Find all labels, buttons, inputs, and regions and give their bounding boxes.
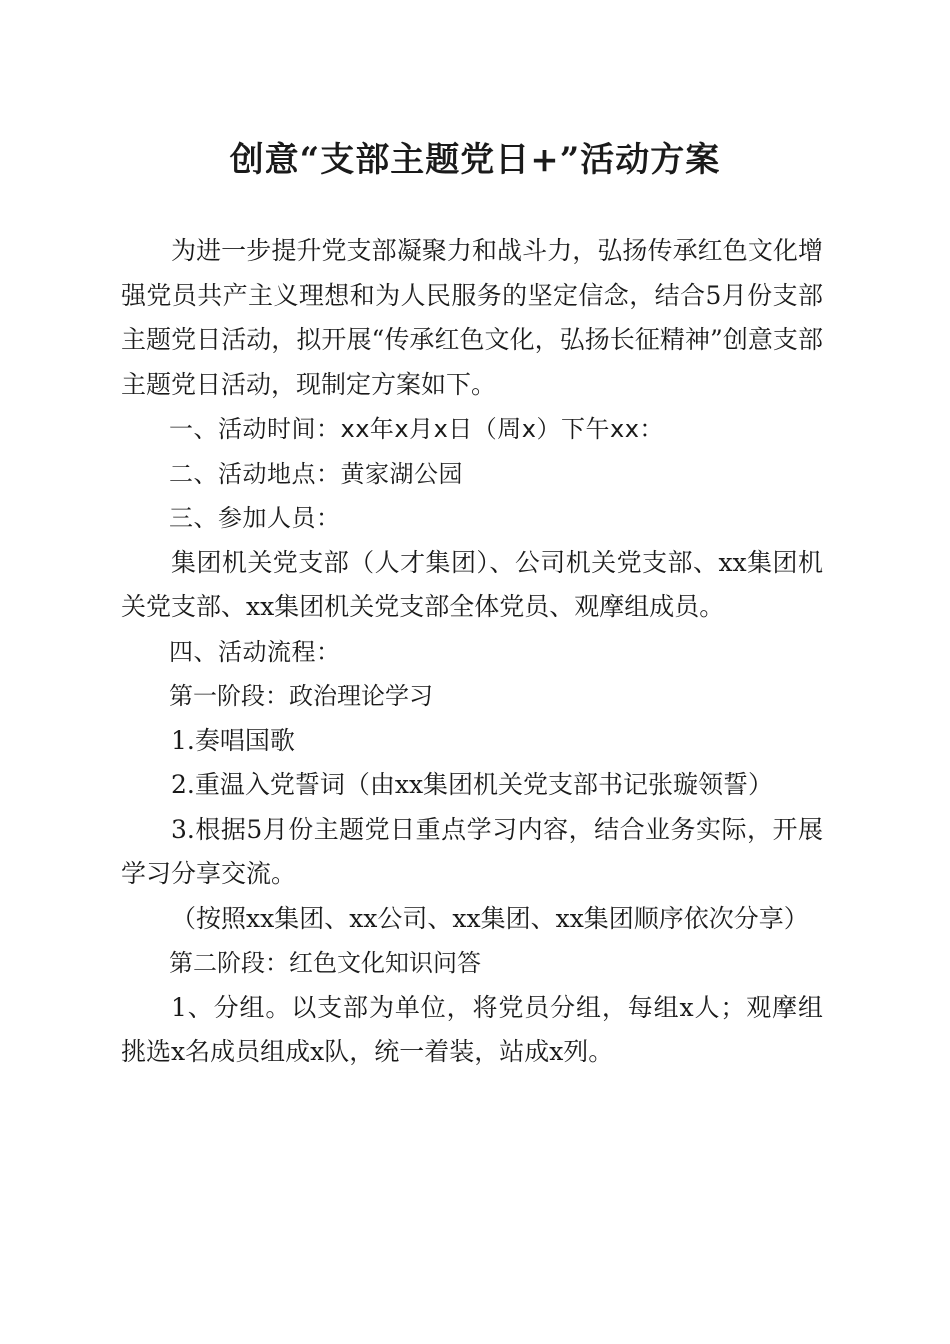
section-participants-heading: 三、参加人员： [169, 504, 341, 532]
section-time-heading: 一、活动时间：xx年x月x日（周x）下午xx： [169, 415, 664, 443]
stage-one-item-3: 3.根据5月份主题党日重点学习内容，结合业务实际，开展学习分享交流。 [121, 814, 823, 888]
stage-two-heading: 第二阶段：红色文化知识问答 [169, 949, 481, 977]
section-process-heading: 四、活动流程： [169, 637, 341, 666]
intro-paragraph: 为进一步提升党支部凝聚力和战斗力，弘扬传承红色文化增强党员共产主义理想和为人民服务的坚定信念，结合5月份支部主题党日活动，拟开展“传承红色文化，弘扬长征精神”创意支部主题党日活动，现制定方案如下。 [121, 236, 823, 399]
document-title: 创意“支部主题党日+”活动方案 [229, 140, 721, 180]
stage-two-item-1: 1、分组。以支部为单位，将党员分组，每组x人；观摩组挑选x名成员组成x队，统一着装，站成x列。 [121, 992, 823, 1066]
section-location-heading: 二、活动地点：黄家湖公园 [169, 459, 463, 488]
participants-paragraph: 集团机关党支部（人才集团）、公司机关党支部、xx集团机关党支部、xx集团机关党支部全体党员、观摩组成员。 [121, 547, 823, 621]
stage-one-heading: 第一阶段：政治理论学习 [169, 682, 433, 710]
stage-one-note: （按照xx集团、xx公司、xx集团、xx集团顺序依次分享） [171, 903, 809, 933]
stage-one-item-1: 1.奏唱国歌 [171, 725, 295, 755]
document-body [121, 229, 823, 1075]
stage-one-item-2: 2.重温入党誓词（由xx集团机关党支部书记张璇领誓） [171, 770, 774, 799]
